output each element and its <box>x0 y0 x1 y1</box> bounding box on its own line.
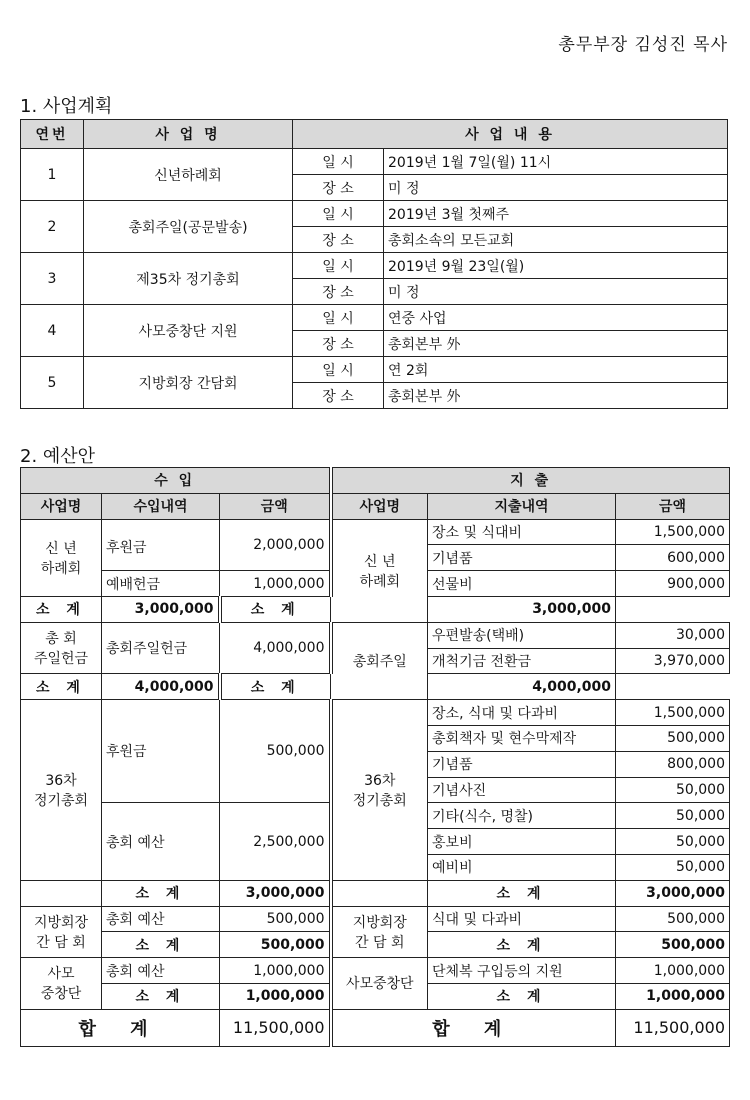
income-subtotal-label: 소 계 <box>21 596 102 622</box>
expense-item: 총회책자 및 현수막제작 <box>428 725 616 751</box>
table-row <box>21 700 730 726</box>
expense-subtotal: 500,000 <box>616 932 730 958</box>
expense-group-name: 사모중창단 <box>331 958 428 1010</box>
place-label: 장 소 <box>293 279 384 305</box>
expense-item: 홍보비 <box>428 829 616 855</box>
row-name: 지방회장 간담회 <box>84 357 293 409</box>
row-name: 신년하례회 <box>84 149 293 201</box>
place-label: 장 소 <box>293 383 384 409</box>
row-date: 2019년 1월 7일(월) 11시 <box>384 149 728 175</box>
place-label: 장 소 <box>293 227 384 253</box>
expense-group-name: 총회주일 <box>331 622 428 699</box>
date-label: 일 시 <box>293 357 384 383</box>
expense-grand-total: 11,500,000 <box>616 1009 730 1046</box>
table-row <box>21 149 728 175</box>
expense-amount: 900,000 <box>616 571 730 597</box>
expense-item: 단체복 구입등의 지원 <box>428 958 616 984</box>
date-label: 일 시 <box>293 201 384 227</box>
income-subtotal: 1,000,000 <box>220 983 331 1009</box>
income-item: 총회 예산 <box>102 803 220 880</box>
expense-subtotal-label: 소 계 <box>220 674 331 700</box>
expense-group-name: 36차 정기총회 <box>331 700 428 881</box>
expense-amount: 50,000 <box>616 803 730 829</box>
row-date: 2019년 9월 23일(월) <box>384 253 728 279</box>
expense-item: 우편발송(택배) <box>428 622 616 648</box>
income-header: 수 입 <box>21 468 331 494</box>
row-no: 4 <box>21 305 84 357</box>
income-grand-total: 11,500,000 <box>220 1009 331 1046</box>
income-amount: 2,000,000 <box>220 519 331 571</box>
table-row <box>21 519 730 545</box>
row-no: 1 <box>21 149 84 201</box>
expense-subtotal: 4,000,000 <box>428 674 616 700</box>
income-subtotal-label: 소 계 <box>102 983 220 1009</box>
income-amount: 500,000 <box>220 700 331 803</box>
expense-item: 기념사진 <box>428 777 616 803</box>
expense-item: 기타(식수, 명찰) <box>428 803 616 829</box>
expense-subtotal-label: 소 계 <box>220 596 331 622</box>
income-group-name: 사모 중창단 <box>21 958 102 1010</box>
table-row <box>21 622 730 648</box>
income-subtotal: 500,000 <box>220 932 331 958</box>
expense-amount: 1,500,000 <box>616 700 730 726</box>
income-item: 후원금 <box>102 519 220 571</box>
table-row <box>21 906 730 932</box>
row-place: 미 정 <box>384 175 728 201</box>
expense-amount: 3,970,000 <box>616 648 730 674</box>
income-subtotal-label: 소 계 <box>21 674 102 700</box>
grand-total-row <box>21 1009 730 1046</box>
expense-subtotal-label: 소 계 <box>428 932 616 958</box>
expense-amount: 500,000 <box>616 725 730 751</box>
income-subtotal: 3,000,000 <box>102 596 220 622</box>
expense-item: 선물비 <box>428 571 616 597</box>
expense-header: 지 출 <box>331 468 730 494</box>
date-label: 일 시 <box>293 305 384 331</box>
income-grand-total-label: 합 계 <box>21 1009 220 1046</box>
income-amount: 1,000,000 <box>220 958 331 984</box>
expense-amount: 50,000 <box>616 854 730 880</box>
expense-item: 기념품 <box>428 751 616 777</box>
budget-header-row <box>21 468 730 494</box>
row-place: 총회본부 外 <box>384 383 728 409</box>
header-name: 사 업 명 <box>84 120 293 149</box>
date-label: 일 시 <box>293 253 384 279</box>
expense-item: 예비비 <box>428 854 616 880</box>
table-row <box>21 305 728 331</box>
row-date: 연 2회 <box>384 357 728 383</box>
section-title-plan: 1. 사업계획 <box>20 96 113 117</box>
expense-amount: 800,000 <box>616 751 730 777</box>
income-item: 총회 예산 <box>102 906 220 932</box>
row-date: 2019년 3월 첫째주 <box>384 201 728 227</box>
table-header-row <box>21 120 728 149</box>
col-income-item: 수입내역 <box>102 493 220 519</box>
expense-item: 개척기금 전환금 <box>428 648 616 674</box>
row-name: 제35차 정기총회 <box>84 253 293 305</box>
income-amount: 4,000,000 <box>220 622 331 674</box>
expense-item: 장소, 식대 및 다과비 <box>428 700 616 726</box>
expense-subtotal-label: 소 계 <box>428 983 616 1009</box>
document-author: 총무부장 김성진 목사 <box>558 35 728 55</box>
row-name: 총회주일(공문발송) <box>84 201 293 253</box>
income-group-name: 총 회 주일헌금 <box>21 622 102 674</box>
income-subtotal-spacer <box>21 880 102 906</box>
expense-amount: 1,500,000 <box>616 519 730 545</box>
income-subtotal-label: 소 계 <box>102 880 220 906</box>
expense-subtotal-spacer <box>331 880 428 906</box>
col-expense-amount: 금액 <box>616 493 730 519</box>
expense-amount: 1,000,000 <box>616 958 730 984</box>
table-row <box>21 253 728 279</box>
income-amount: 2,500,000 <box>220 803 331 880</box>
expense-amount: 500,000 <box>616 906 730 932</box>
header-no: 연번 <box>21 120 84 149</box>
expense-group-name: 지방회장 간 담 회 <box>331 906 428 958</box>
income-item: 총회주일헌금 <box>102 622 220 674</box>
expense-subtotal: 3,000,000 <box>428 596 616 622</box>
header-content: 사 업 내 용 <box>293 120 728 149</box>
expense-amount: 30,000 <box>616 622 730 648</box>
date-label: 일 시 <box>293 149 384 175</box>
expense-group-name: 신 년 하례회 <box>331 519 428 622</box>
col-income-amount: 금액 <box>220 493 331 519</box>
subtotal-row <box>21 880 730 906</box>
row-place: 총회본부 外 <box>384 331 728 357</box>
expense-amount: 600,000 <box>616 545 730 571</box>
col-expense-item: 지출내역 <box>428 493 616 519</box>
expense-subtotal: 3,000,000 <box>616 880 730 906</box>
col-expense-name: 사업명 <box>331 493 428 519</box>
budget-table <box>20 467 730 1047</box>
expense-subtotal-label: 소 계 <box>428 880 616 906</box>
income-amount: 500,000 <box>220 906 331 932</box>
income-subtotal: 4,000,000 <box>102 674 220 700</box>
expense-item: 식대 및 다과비 <box>428 906 616 932</box>
expense-amount: 50,000 <box>616 829 730 855</box>
income-item: 총회 예산 <box>102 958 220 984</box>
expense-item: 장소 및 식대비 <box>428 519 616 545</box>
income-group-name: 신 년 하례회 <box>21 519 102 596</box>
expense-amount: 50,000 <box>616 777 730 803</box>
row-place: 총회소속의 모든교회 <box>384 227 728 253</box>
income-amount: 1,000,000 <box>220 571 331 597</box>
income-item: 후원금 <box>102 700 220 803</box>
income-item: 예배헌금 <box>102 571 220 597</box>
row-no: 2 <box>21 201 84 253</box>
place-label: 장 소 <box>293 331 384 357</box>
row-name: 사모중창단 지원 <box>84 305 293 357</box>
income-subtotal: 3,000,000 <box>220 880 331 906</box>
row-date: 연중 사업 <box>384 305 728 331</box>
business-plan-table <box>20 119 728 409</box>
income-group-name: 36차 정기총회 <box>21 700 102 881</box>
expense-subtotal: 1,000,000 <box>616 983 730 1009</box>
table-row <box>21 357 728 383</box>
income-subtotal-label: 소 계 <box>102 932 220 958</box>
place-label: 장 소 <box>293 175 384 201</box>
expense-item: 기념품 <box>428 545 616 571</box>
row-no: 3 <box>21 253 84 305</box>
budget-column-header-row <box>21 493 730 519</box>
section-title-budget: 2. 예산안 <box>20 446 96 467</box>
table-row <box>21 958 730 984</box>
row-no: 5 <box>21 357 84 409</box>
expense-grand-total-label: 합 계 <box>331 1009 616 1046</box>
income-group-name: 지방회장 간 담 회 <box>21 906 102 958</box>
col-income-name: 사업명 <box>21 493 102 519</box>
table-row <box>21 201 728 227</box>
row-place: 미 정 <box>384 279 728 305</box>
